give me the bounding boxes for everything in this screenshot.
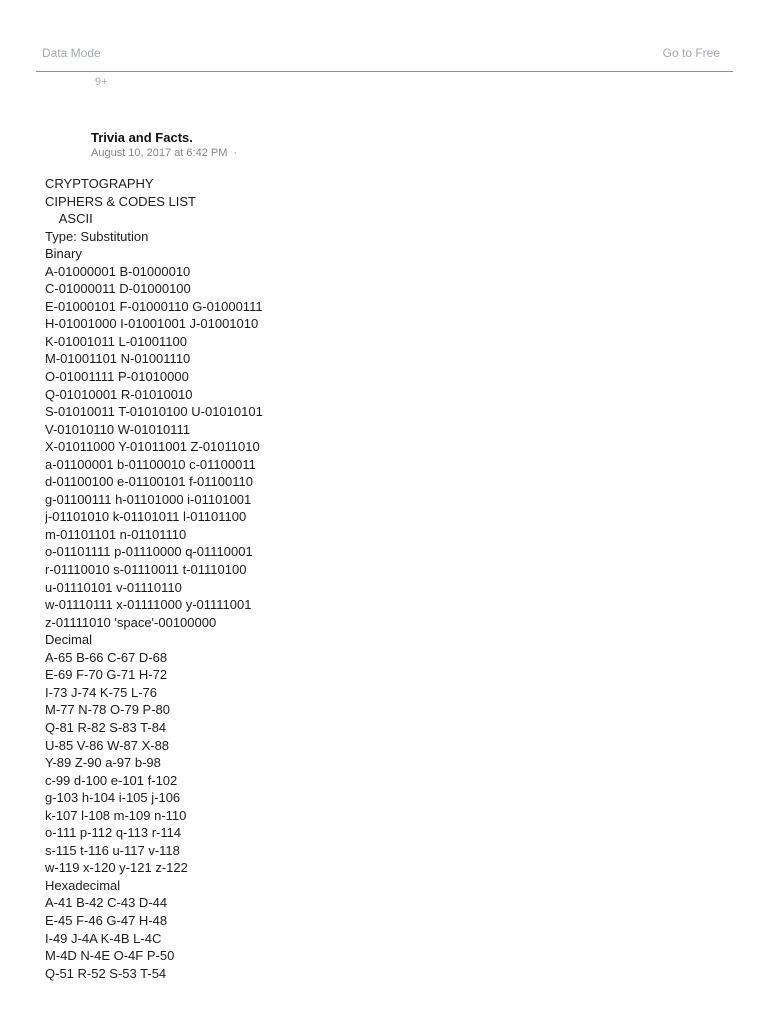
post-text-line: E-45 F-46 G-47 H-48 (45, 912, 168, 928)
notification-count-badge[interactable]: 9+ (95, 76, 108, 88)
post-text-line: CIPHERS & CODES LIST (45, 193, 196, 209)
post-text-line: C-01000011 D-01000100 (45, 281, 191, 297)
post-text-line: j-01101010 k-01101011 l-01101100 (45, 509, 247, 525)
post-content (45, 175, 725, 982)
post-text-line: k-107 l-108 m-109 n-110 (45, 807, 187, 823)
post-text-line: O-01001111 P-01010000 (45, 369, 189, 385)
post-text-line: u-01110101 v-01110110 (45, 579, 182, 595)
post-text-line: S-01010011 T-01010100 U-01010101 (45, 404, 263, 420)
post-text-line: CRYPTOGRAPHY (45, 176, 154, 191)
post-text-line: I-73 J-74 K-75 L-76 (45, 684, 158, 700)
post-text-line: E-69 F-70 G-71 H-72 (45, 667, 168, 683)
post-meta (91, 146, 237, 160)
header-divider (36, 71, 733, 72)
post-text-line: Type: Substitution (45, 228, 149, 244)
post-text-line: V-01010110 W-01010111 (45, 421, 191, 437)
post-text-line: m-01101101 n-01101110 (45, 526, 187, 542)
post-text-line: Y-89 Z-90 a-97 b-98 (45, 755, 161, 771)
post-timestamp[interactable]: August 10, 2017 at 6:42 PM (91, 147, 228, 159)
post-text-line: Q-81 R-82 S-83 T-84 (45, 719, 167, 735)
post-text-line: w-119 x-120 y-121 z-122 (45, 860, 188, 876)
post-text-line: s-115 t-116 u-117 v-118 (45, 842, 180, 858)
post-text-line: Binary (45, 246, 82, 262)
post-text-line: A-65 B-66 C-67 D-68 (45, 649, 168, 665)
post-text-line: M-77 N-78 O-79 P-80 (45, 702, 170, 718)
meta-separator: · (233, 147, 238, 159)
post-text-line: K-01001011 L-01001100 (45, 333, 187, 349)
go-to-free-link[interactable]: Go to Free (662, 46, 720, 60)
post-text-line: r-01110010 s-01110011 t-01110100 (45, 562, 247, 578)
post-text-line: o-01101111 p-01110000 q-01110001 (45, 544, 253, 560)
post-text-line: o-111 p-112 q-113 r-114 (45, 825, 182, 841)
post-text-line: g-01100111 h-01101000 i-01101001 (45, 491, 252, 507)
post-text-line: A-01000001 B-01000010 (45, 263, 191, 279)
post-text-line: M-01001101 N-01001110 (45, 351, 191, 367)
post-header (91, 130, 237, 160)
post-text-line: E-01000101 F-01000110 G-01000111 (45, 298, 263, 314)
post-text-line: A-41 B-42 C-43 D-44 (45, 895, 168, 911)
post-text-line: H-01001000 I-01001001 J-01001010 (45, 316, 259, 332)
post-text-line: a-01100001 b-01100010 c-01100011 (45, 456, 256, 472)
post-author[interactable]: Trivia and Facts. (91, 130, 193, 145)
post-text-line: d-01100100 e-01100101 f-01100110 (45, 474, 253, 490)
post-text-line: Q-51 R-52 S-53 T-54 (45, 965, 167, 981)
post-text-line: z-01111010 'space'-00100000 (45, 614, 217, 630)
post-text-line: I-49 J-4A K-4B L-4C (45, 930, 162, 946)
post-text-line: Decimal (45, 632, 92, 648)
post-text-line: M-4D N-4E O-4F P-50 (45, 948, 175, 964)
top-bar (0, 0, 768, 72)
post-text-line: g-103 h-104 i-105 j-106 (45, 790, 181, 806)
post-text-line: U-85 V-86 W-87 X-88 (45, 737, 170, 753)
post-text-line: c-99 d-100 e-101 f-102 (45, 772, 178, 788)
post-text-line: ASCII (45, 211, 93, 227)
post-text-line: Q-01010001 R-01010010 (45, 386, 193, 402)
post-text-line: Hexadecimal (45, 877, 121, 893)
post-text-line: w-01110111 x-01111000 y-01111001 (45, 597, 252, 613)
post-text-line: X-01011000 Y-01011001 Z-01011010 (45, 439, 260, 455)
data-mode-link[interactable]: Data Mode (42, 46, 101, 60)
